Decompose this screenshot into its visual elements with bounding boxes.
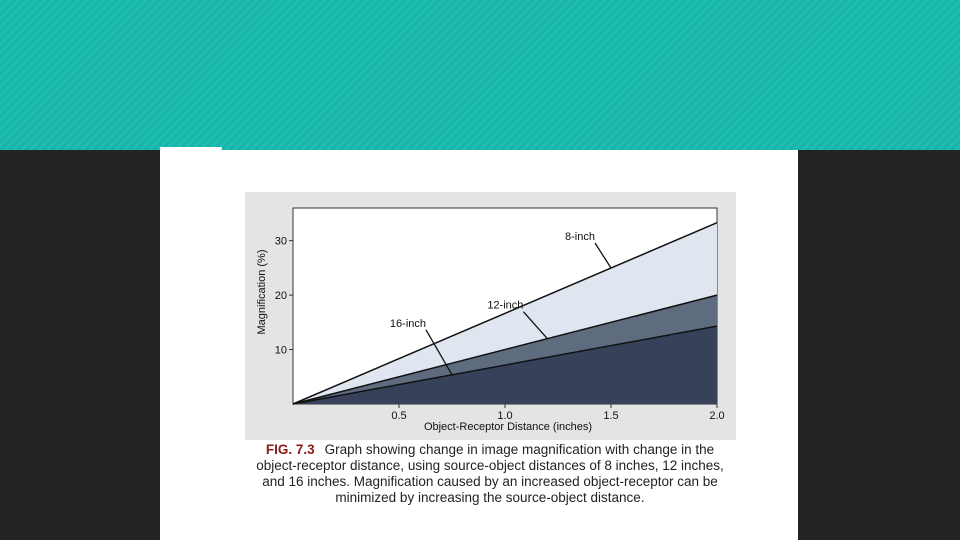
x-tick-label: 2.0 [709,410,725,422]
slide-content-card [160,150,798,540]
figure-panel [245,192,736,440]
x-tick-label: 0.5 [391,410,407,422]
x-tick-label: 1.5 [603,410,619,422]
magnification-chart [245,192,736,440]
figure-label: FIG. 7.3 [265,442,315,457]
header-band [0,0,960,150]
y-tick-label: 20 [274,290,287,303]
y-axis-title: Magnification (%) [256,249,268,335]
x-axis-title: Object-Receptor Distance (inches) [423,421,593,433]
y-tick-label: 10 [274,344,287,357]
annotation-12-inch: 12-inch [487,299,524,312]
figure-caption [250,442,730,506]
annotation-8-inch: 8-inch [565,231,595,244]
figure-caption-text: Graph showing change in image magnification with change in the object-receptor distance, using source-object distances of 8 inches, 12 inches, and 16 inches. Magnification caused by an increased object-receptor can be minimized by increasing the source-object distance. [256,442,724,505]
x-tick-label: 1.0 [497,410,513,422]
annotation-16-inch: 16-inch [389,317,426,330]
y-tick-label: 30 [274,235,287,248]
card-notch [160,147,222,155]
